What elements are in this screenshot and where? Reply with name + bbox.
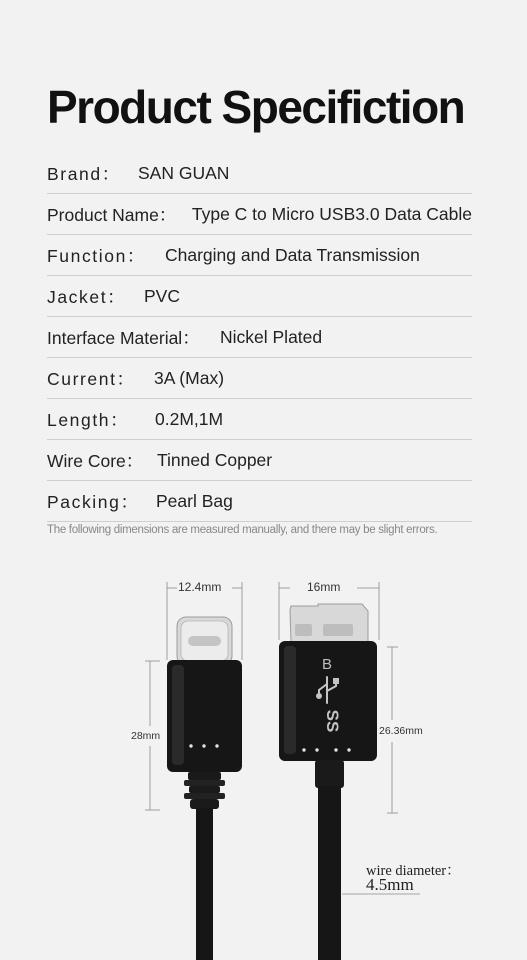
page-title: Product Specifiction bbox=[47, 81, 465, 133]
connector-label: B bbox=[321, 656, 333, 673]
spec-label: Jacket： bbox=[47, 286, 127, 307]
spec-value: 0.2M,1M bbox=[155, 408, 224, 429]
type-c-connector bbox=[167, 617, 242, 960]
type-c-height-label: 28mm bbox=[131, 730, 161, 742]
measurement-note: The following dimensions are measured manually, and there may be slight errors. bbox=[47, 524, 438, 536]
spec-label: Packing： bbox=[47, 491, 140, 512]
spec-value: Nickel Plated bbox=[220, 326, 323, 347]
spec-label: Interface Material： bbox=[47, 327, 200, 348]
spec-value: Tinned Copper bbox=[157, 449, 273, 470]
superspeed-logo: SS bbox=[323, 709, 342, 733]
spec-value: PVC bbox=[144, 285, 180, 306]
micro-width-label: 16mm bbox=[307, 580, 341, 594]
spec-label: Function： bbox=[47, 245, 147, 266]
spec-label: Length： bbox=[47, 409, 130, 430]
spec-label: Current： bbox=[47, 368, 136, 389]
spec-value: 3A (Max) bbox=[154, 367, 225, 388]
micro-height-label: 26.36mm bbox=[379, 725, 423, 737]
wire-diameter-title: wire diameter： bbox=[366, 863, 461, 879]
spec-value: Charging and Data Transmission bbox=[165, 244, 420, 265]
spec-value: SAN GUAN bbox=[138, 162, 230, 183]
micro-usb3-connector bbox=[279, 604, 377, 960]
spec-label: Wire Core： bbox=[47, 450, 144, 471]
spec-label: Product Name： bbox=[47, 204, 177, 225]
spec-value: Pearl Bag bbox=[156, 490, 233, 511]
type-c-width-label: 12.4mm bbox=[178, 580, 222, 594]
wire-diameter-value: 4.5mm bbox=[366, 875, 414, 894]
spec-value: Type C to Micro USB3.0 Data Cable bbox=[191, 203, 472, 224]
spec-label: Brand： bbox=[47, 163, 121, 184]
